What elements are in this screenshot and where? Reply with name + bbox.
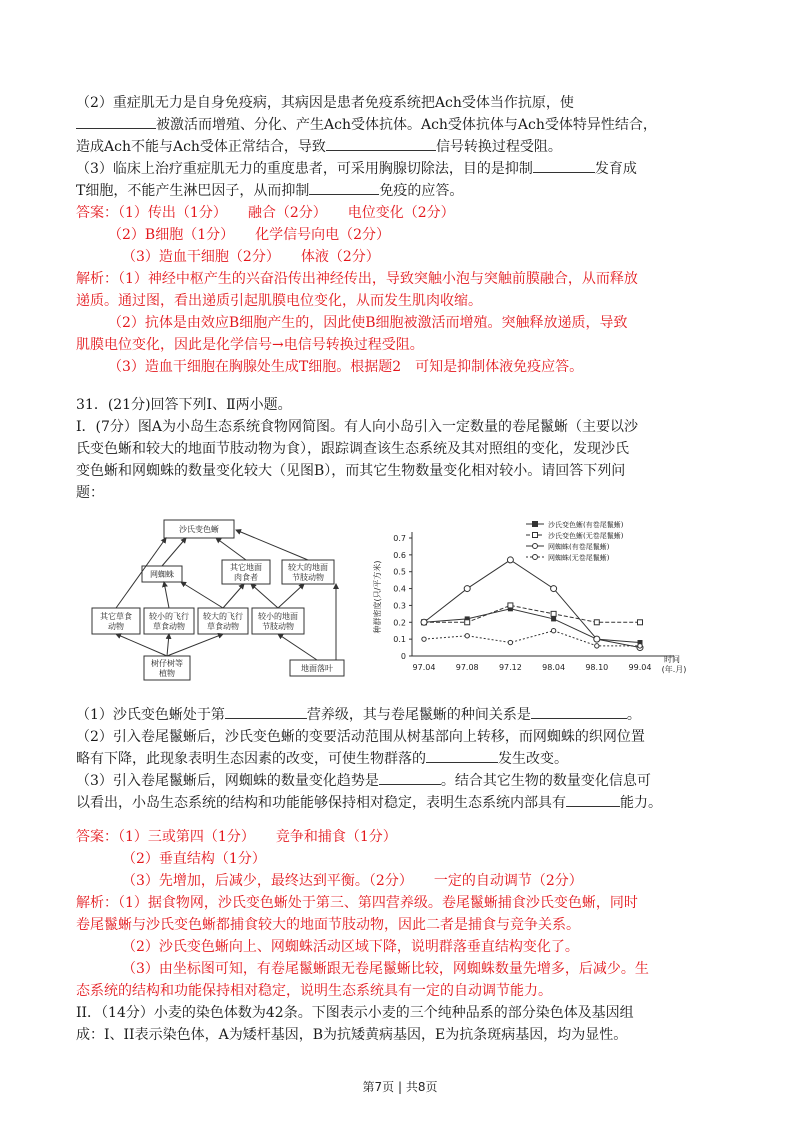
data-point	[551, 629, 555, 633]
q31-explain-2: （2）沙氏变色蜥向上、网蜘蛛活动区域下降，说明群落垂直结构变化了。	[122, 939, 579, 955]
q31-explain-1b: 卷尾鬣蜥与沙氏变色蜥都捕食较大的地面节肢动物，因此二者是捕食与竞争关系。	[76, 917, 580, 933]
node-label: 较大的地面	[288, 563, 328, 572]
y-tick-label: 0.7	[393, 534, 406, 543]
legend-marker	[533, 544, 538, 549]
q31-q1: （1）沙氏变色蜥处于第 营养级，其与卷尾鬣蜥的种间关系是 。	[76, 704, 736, 726]
q31-explain-3: （3）由坐标图可知，有卷尾鬣蜥跟无卷尾鬣蜥比较，网蜘蛛数量先增多，后减少。生	[122, 961, 649, 977]
q30-explain-3: （3）造血干细胞在胸腺处生成T细胞。根据题2 可知是抑制体液免疫应答。	[108, 359, 584, 375]
node-label: 肉食者	[234, 573, 258, 582]
arrow	[164, 582, 169, 608]
q30-p2-line1: （2）重症肌无力是自身免疫病，其病因是患者免疫系统把Ach受体当作抗原，使	[76, 95, 574, 111]
node-label: 其它草食	[100, 612, 132, 621]
node-label: 节肢动物	[292, 573, 324, 582]
answer-blank[interactable]	[76, 114, 156, 129]
q31-heading: 31．(21分)回答下列Ⅰ、Ⅱ两小题。	[76, 397, 292, 413]
node-label: 节肢动物	[262, 622, 294, 631]
data-point	[465, 634, 469, 638]
node-label: 网蜘蛛	[150, 570, 174, 579]
x-tick-label: 98.10	[585, 663, 609, 672]
legend-marker	[533, 555, 538, 560]
legend-label: 沙氏变色蜥(无卷尾鬣蜥)	[548, 532, 624, 540]
data-point	[464, 586, 470, 592]
figure-row	[76, 516, 736, 696]
node-label: 较大的飞行	[203, 612, 243, 621]
q30-p3-line1: （3）临床上治疗重症肌无力的重度患者，可采用胸腺切除法，目的是抑制 发育成	[76, 158, 736, 180]
data-point	[551, 616, 556, 621]
node-label: 植物	[159, 669, 175, 678]
answer-blank[interactable]	[225, 704, 307, 719]
y-axis-label: 种群密度(只/平方米)	[373, 560, 382, 634]
answer-blank[interactable]	[531, 704, 627, 719]
data-point	[638, 620, 643, 625]
y-tick-label: 0.2	[393, 618, 406, 628]
y-tick-label: 0.4	[393, 584, 406, 594]
y-tick-label: 0.6	[393, 550, 406, 560]
node-label: 草食动物	[207, 622, 239, 631]
q30-p3-line2: T细胞，不能产生淋巴因子，从而抑制 免疫的应答。	[76, 180, 736, 202]
q30-explain-1b: 递质。通过图，看出递质引起肌膜电位变化，从而发生肌肉收缩。	[76, 293, 482, 309]
node-label: 其它地面	[230, 563, 262, 572]
node-label: 地面落叶	[301, 664, 333, 673]
q30-explain-1: 解析：（1）神经中枢产生的兴奋沿传出神经传出，导致突触小泡与突触前膜融合，从而释放	[76, 271, 638, 287]
legend-label: 沙氏变色蜥(有卷尾鬣蜥)	[548, 521, 624, 529]
node-label: 沙氏变色蜥	[179, 525, 219, 534]
q31-part2-line1: II．（14分）小麦的染色体数为42条。下图表示小麦的三个纯种品系的部分染色体及基因组	[76, 1005, 634, 1021]
arrow	[116, 634, 167, 656]
q31-q3-line1: （3）引入卷尾鬣蜥后，网蜘蛛的数量变化趋势是 。结合其它生物的数量变化信息可	[76, 770, 736, 792]
x-axis-unit: (年.月)	[661, 665, 687, 674]
x-tick-label: 98.04	[542, 663, 566, 672]
data-point	[422, 637, 426, 641]
node-label: 较小的地面	[258, 612, 298, 621]
node-label: 草食动物	[153, 622, 185, 631]
q31-answer-1: 答案：（1）三或第四（1分） 竞争和捕食（1分）	[76, 829, 397, 845]
x-tick-label: 97.12	[498, 663, 522, 672]
arrow	[278, 634, 317, 660]
node-label: 较小的飞行	[149, 612, 189, 621]
legend-label: 网蜘蛛(无卷尾鬣蜥)	[548, 554, 610, 562]
data-point	[551, 611, 556, 616]
q30-answer-3: （3）造血干细胞（2分） 体液（2分）	[122, 249, 380, 265]
q31-q2-line1: （2）引入卷尾鬣蜥后，沙氏变色蜥的变要活动范围从树基部向上转移，而网蜘蛛的织网位置	[76, 729, 645, 745]
data-point	[421, 619, 427, 625]
data-point	[507, 557, 513, 563]
food-web-diagram	[86, 516, 366, 686]
q31-explain-3b: 态系统的结构和功能保持相对稳定，说明生态系统具有一定的自动调节能力。	[76, 983, 552, 999]
arrow	[167, 634, 169, 656]
y-tick-label: 0.3	[393, 601, 406, 611]
legend-label: 网蜘蛛(有卷尾鬣蜥)	[548, 543, 610, 551]
data-point	[551, 586, 557, 592]
arrow	[278, 584, 304, 608]
y-tick-label: 0.5	[393, 567, 406, 577]
series-line	[424, 609, 640, 643]
answer-blank[interactable]	[533, 158, 595, 173]
q31-intro-2: 氏变色蜥和较大的地面节肢动物为食），跟踪调查该生态系统及其对照组的变化，发现沙氏	[76, 441, 629, 457]
series-line	[424, 560, 640, 648]
answer-blank[interactable]	[309, 180, 379, 195]
data-point	[595, 644, 599, 648]
q31-explain-1: 解析：（1）据食物网，沙氏变色蜥处于第三、第四营养级。卷尾鬣蜥捕食沙氏变色蜥，同时	[76, 895, 638, 911]
q30-p2-line2: 被激活而增殖、分化、产生Ach受体抗体。Ach受体抗体与Ach受体特异性结合，	[76, 114, 736, 136]
arrow	[167, 634, 223, 656]
page-footer: 第7页 | 共8页	[362, 1080, 438, 1094]
page-content	[76, 92, 736, 1046]
arrow	[216, 538, 246, 560]
x-tick-label: 97.04	[412, 663, 436, 672]
x-tick-label: 97.08	[455, 663, 479, 672]
data-point	[508, 640, 512, 644]
q30-answer-2: （2）B细胞（1分） 化学信号向电（2分）	[108, 227, 391, 243]
q31-intro-4: 题：	[76, 485, 104, 501]
x-tick-label: 99.04	[628, 663, 652, 672]
q30-p2-line3: 造成Ach不能与Ach受体正常结合，导致 信号转换过程受阻。	[76, 136, 736, 158]
series-line	[424, 631, 640, 646]
y-tick-label: 0	[400, 652, 406, 661]
q31-q2-line2: 略有下降，此现象表明生态因素的改变，可使生物群落的 发生改变。	[76, 748, 736, 770]
q30-explain-2b: 肌膜电位变化，因此是化学信号→电信号转换过程受阻。	[76, 337, 424, 353]
q31-answer-3: （3）先增加，后减少，最终达到平衡。（2分） 一定的自动调节（2分）	[122, 873, 583, 889]
arrow	[251, 584, 278, 608]
data-point	[594, 620, 599, 625]
arrow	[236, 530, 308, 560]
legend-marker	[533, 533, 538, 538]
q30-answer-1: 答案：（1）传出（1分） 融合（2分） 电位变化（2分）	[76, 205, 455, 221]
arrow	[181, 582, 223, 608]
answer-blank[interactable]	[566, 792, 620, 807]
legend-marker	[533, 522, 538, 527]
node-label: 树仔树等	[151, 659, 183, 668]
y-tick-label: 0.1	[393, 635, 406, 645]
q31-q3-line2: 以看出，小岛生态系统的结构和功能能够保持相对稳定，表明生态系统内部具有 能力。	[76, 792, 736, 814]
q31-answer-2: （2）垂直结构（1分）	[122, 851, 266, 867]
q30-explain-2: （2）抗体是由效应B细胞产生的，因此使B细胞被激活而增殖。突触释放递质，导致	[108, 315, 628, 331]
answer-blank[interactable]	[379, 770, 441, 785]
answer-blank[interactable]	[326, 136, 436, 151]
data-point	[638, 644, 642, 648]
x-axis-title: 时间	[664, 655, 680, 664]
arrow	[223, 584, 244, 608]
data-point	[508, 603, 513, 608]
q31-part2-line2: 成：I、II表示染色体，A为矮杆基因，B为抗矮黄病基因，E为抗条斑病基因，均为显性。	[76, 1027, 628, 1043]
population-density-chart	[368, 516, 728, 696]
q31-intro-3: 变色蜥和网蜘蛛的数量变化较大（见图B），而其它生物数量变化相对较小。请回答下列问	[76, 463, 626, 479]
data-point	[594, 636, 600, 642]
node-label: 动物	[108, 622, 124, 631]
arrow	[162, 538, 186, 566]
answer-blank[interactable]	[426, 748, 498, 763]
data-point	[465, 620, 470, 625]
q31-intro-1: I．(7分）图A为小岛生态系统食物网简图。有人向小岛引入一定数量的卷尾鬣蜥（主要以沙	[76, 419, 639, 435]
